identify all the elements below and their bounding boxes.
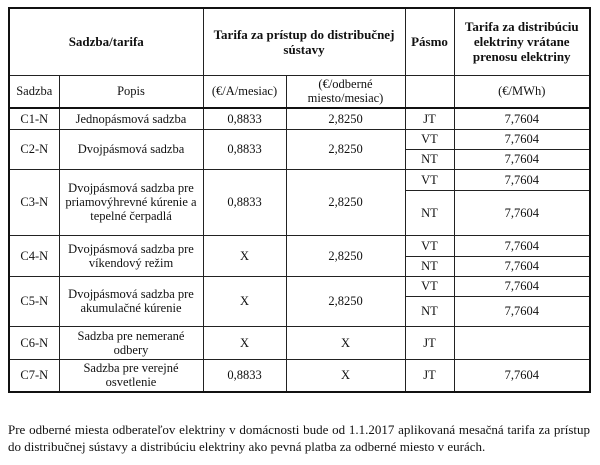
eur-miesto-value: X	[286, 326, 405, 359]
sadzba-code: C6-N	[9, 326, 59, 359]
mwh-value: 7,7604	[454, 256, 590, 276]
popis: Dvojpásmová sadzba	[59, 129, 203, 169]
sadzba-code: C5-N	[9, 276, 59, 326]
subheader-unit-miesto: (€/odberné miesto/mesiac)	[286, 75, 405, 108]
popis: Dvojpásmová sadzba pre víkendový režim	[59, 235, 203, 276]
pasmo-value: JT	[405, 359, 454, 392]
sadzba-code: C4-N	[9, 235, 59, 276]
pasmo-value: NT	[405, 190, 454, 235]
table-row	[9, 129, 590, 149]
pasmo-value: VT	[405, 276, 454, 296]
mwh-value: 7,7604	[454, 129, 590, 149]
sadzba-code: C7-N	[9, 359, 59, 392]
subheader-popis: Popis	[59, 75, 203, 108]
pasmo-value: NT	[405, 296, 454, 326]
eur-a-value: 0,8833	[203, 169, 286, 235]
table-row	[9, 235, 590, 256]
eur-miesto-value: 2,8250	[286, 169, 405, 235]
sadzba-code: C1-N	[9, 108, 59, 129]
pasmo-value: VT	[405, 169, 454, 190]
header-row	[9, 8, 590, 75]
subheader-sadzba: Sadzba	[9, 75, 59, 108]
header-pristup: Tarifa za prístup do distribučnej sústavy	[203, 8, 405, 75]
mwh-value: 7,7604	[454, 149, 590, 169]
mwh-value: 7,7604	[454, 190, 590, 235]
sadzba-code: C2-N	[9, 129, 59, 169]
table-row	[9, 276, 590, 296]
pasmo-value: VT	[405, 129, 454, 149]
mwh-value: 7,7604	[454, 276, 590, 296]
table-row	[9, 326, 590, 359]
eur-miesto-value: 2,8250	[286, 235, 405, 276]
pasmo-value: JT	[405, 108, 454, 129]
eur-a-value: X	[203, 326, 286, 359]
header-sadzba-tarifa: Sadzba/tarifa	[9, 8, 203, 75]
popis: Dvojpásmová sadzba pre akumulačné kúrenie	[59, 276, 203, 326]
pasmo-value: JT	[405, 326, 454, 359]
pasmo-value: NT	[405, 256, 454, 276]
mwh-value: 7,7604	[454, 235, 590, 256]
popis: Sadzba pre nemerané odbery	[59, 326, 203, 359]
footnote-paragraph: Pre odberné miesta odberateľov elektriny v domácnosti bude od 1.1.2017 aplikovaná mesačná tarifa za prístup do distribučnej sústavy a distribúciu elektriny ako pevná platba za odberné miesto v eurách.	[8, 422, 590, 454]
sadzba-code: C3-N	[9, 169, 59, 235]
popis: Jednopásmová sadzba	[59, 108, 203, 129]
eur-miesto-value: 2,8250	[286, 129, 405, 169]
popis: Dvojpásmová sadzba pre priamovýhrevné kúrenie a tepelné čerpadlá	[59, 169, 203, 235]
eur-miesto-value: X	[286, 359, 405, 392]
eur-a-value: 0,8833	[203, 359, 286, 392]
table-row	[9, 169, 590, 190]
table-row	[9, 108, 590, 129]
popis: Sadzba pre verejné osvetlenie	[59, 359, 203, 392]
eur-a-value: X	[203, 235, 286, 276]
mwh-value: 7,7604	[454, 108, 590, 129]
eur-a-value: X	[203, 276, 286, 326]
eur-miesto-value: 2,8250	[286, 108, 405, 129]
subheader-unit-mwh: (€/MWh)	[454, 75, 590, 108]
eur-a-value: 0,8833	[203, 129, 286, 169]
pasmo-value: VT	[405, 235, 454, 256]
mwh-value: 7,7604	[454, 296, 590, 326]
pasmo-value: NT	[405, 149, 454, 169]
subheader-unit-a: (€/A/mesiac)	[203, 75, 286, 108]
header-pasmo: Pásmo	[405, 8, 454, 75]
header-distribucia: Tarifa za distribúciu elektriny vrátane prenosu elektriny	[454, 8, 590, 75]
eur-a-value: 0,8833	[203, 108, 286, 129]
tariff-table	[8, 7, 591, 393]
subheader-unit-pasmo	[405, 75, 454, 108]
mwh-value	[454, 326, 590, 359]
eur-miesto-value: 2,8250	[286, 276, 405, 326]
mwh-value: 7,7604	[454, 359, 590, 392]
mwh-value: 7,7604	[454, 169, 590, 190]
subheader-row	[9, 75, 590, 108]
table-row	[9, 359, 590, 392]
